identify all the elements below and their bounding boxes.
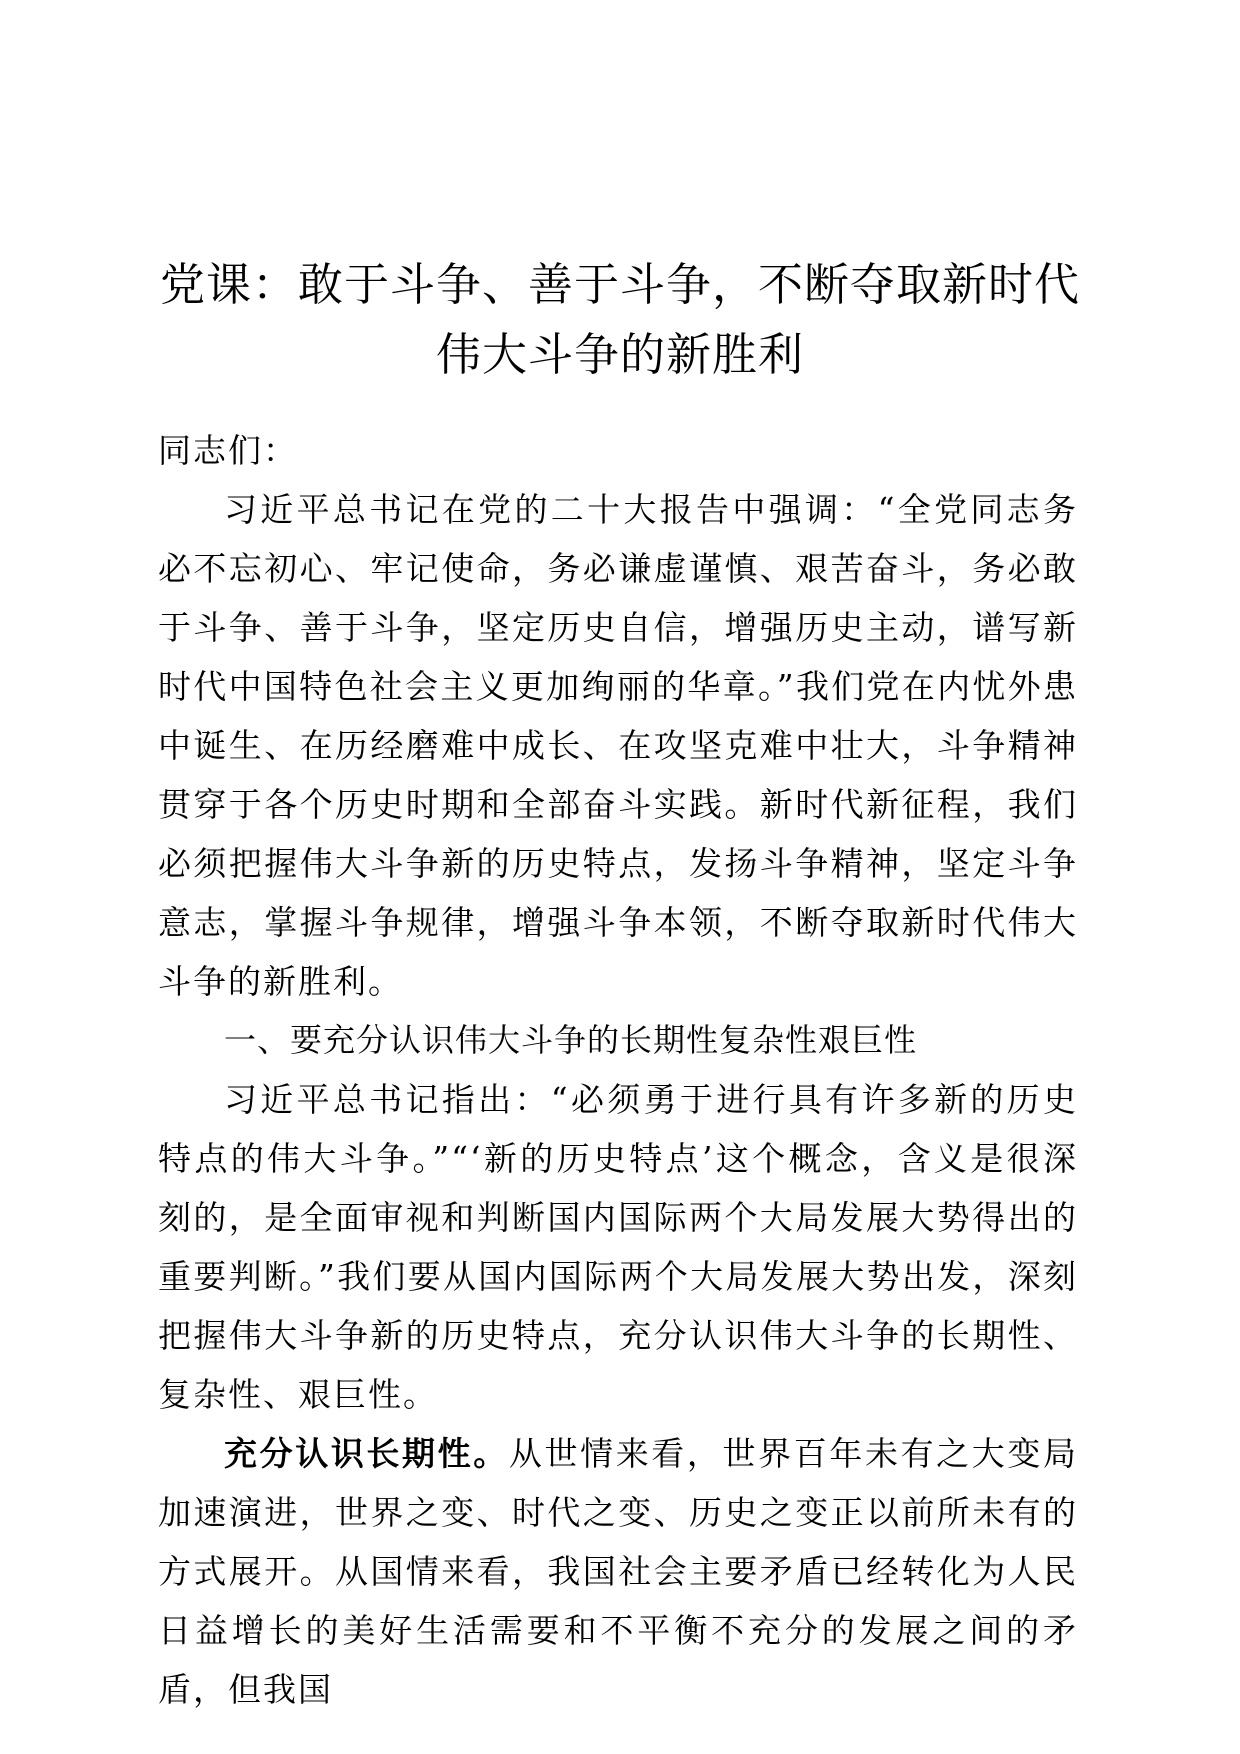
document-title: 党课：敢于斗争、善于斗争，不断夺取新时代伟大斗争的新胜利 (159, 258, 1080, 381)
paragraph-intro: 习近平总书记在党的二十大报告中强调：“全党同志务必不忘初心、牢记使命，务必谦虚谨慎、艰苦奋斗，务必敢于斗争、善于斗争，坚定历史自信，增强历史主动，谱写新时代中国特色社会主义更加绚丽的华章。”我们党在内忧外患中诞生、在历经磨难中成长、在攻坚克难中壮大，斗争精神贯穿于各个历史时期和全部奋斗实践。新时代新征程，我们必须把握伟大斗争新的历史特点，发扬斗争精神，坚定斗争意志，掌握斗争规律，增强斗争本领，不断夺取新时代伟大斗争的新胜利。 (158, 490, 1078, 1001)
salutation: 同志们： (158, 431, 298, 470)
document-body (158, 421, 1078, 1719)
paragraph-lead-bold: 充分认识长期性。 (224, 1434, 509, 1473)
paragraph-long-term-text: 从世情来看，世界百年未有之大变局加速演进，世界之变、时代之变、历史之变正以前所未有的方式展开。从国情来看，我国社会主要矛盾已经转化为人民日益增长的美好生活需要和不平衡不充分的发展之间的矛盾，但我国 (158, 1434, 1079, 1709)
paragraph-long-term (158, 1424, 1078, 1719)
section-heading-1: 一、要充分认识伟大斗争的长期性复杂性艰巨性 (224, 1021, 918, 1059)
paragraph-history-features: 习近平总书记指出：“必须勇于进行具有许多新的历史特点的伟大斗争。”“‘新的历史特点’这个概念，含义是很深刻的，是全面审视和判断国内国际两个大局发展大势得出的重要判断。”我们要从国内国际两个大局发展大势出发，深刻把握伟大斗争新的历史特点，充分认识伟大斗争的长期性、复杂性、艰巨性。 (158, 1080, 1078, 1414)
